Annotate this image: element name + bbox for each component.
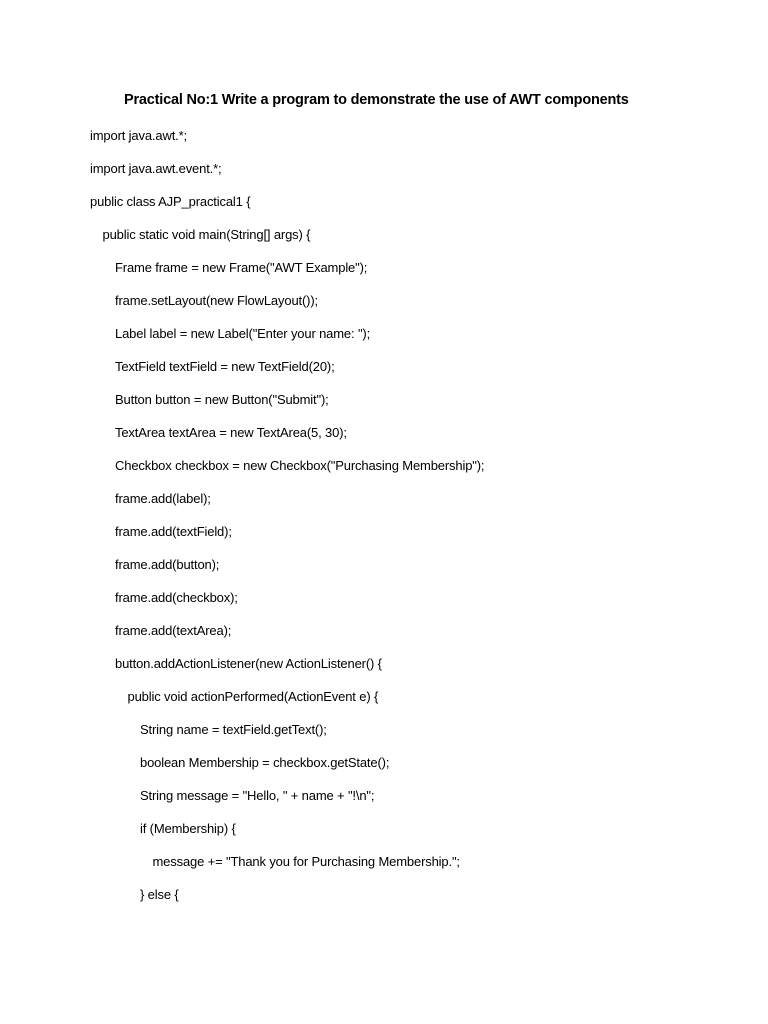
code-line: frame.add(label); bbox=[115, 491, 211, 506]
code-line: public void actionPerformed(ActionEvent e) { bbox=[127, 689, 379, 704]
code-line: Checkbox checkbox = new Checkbox("Purchasing Membership"); bbox=[115, 458, 485, 473]
code-line: import java.awt.*; bbox=[90, 128, 188, 143]
code-line: Label label = new Label("Enter your name: "); bbox=[115, 326, 371, 341]
code-line: String message = "Hello, " + name + "!\n"; bbox=[140, 788, 375, 803]
code-line: public static void main(String[] args) { bbox=[102, 227, 311, 242]
code-line: import java.awt.event.*; bbox=[90, 161, 222, 176]
code-line: frame.add(checkbox); bbox=[115, 590, 238, 605]
code-line: frame.setLayout(new FlowLayout()); bbox=[115, 293, 318, 308]
page-title: Practical No:1 Write a program to demonstrate the use of AWT components bbox=[124, 92, 629, 108]
code-line: frame.add(textField); bbox=[115, 524, 232, 539]
code-line: TextField textField = new TextField(20); bbox=[115, 359, 335, 374]
code-line: String name = textField.getText(); bbox=[140, 722, 327, 737]
code-line: Frame frame = new Frame("AWT Example"); bbox=[115, 260, 368, 275]
code-line: message += "Thank you for Purchasing Membership."; bbox=[152, 854, 460, 869]
code-line: boolean Membership = checkbox.getState(); bbox=[140, 755, 390, 770]
code-line: frame.add(button); bbox=[115, 557, 220, 572]
code-line: } else { bbox=[140, 887, 179, 902]
code-line: button.addActionListener(new ActionListener() { bbox=[115, 656, 382, 671]
code-line: frame.add(textArea); bbox=[115, 623, 232, 638]
code-line: Button button = new Button("Submit"); bbox=[115, 392, 329, 407]
code-line: TextArea textArea = new TextArea(5, 30); bbox=[115, 425, 347, 440]
code-line: if (Membership) { bbox=[140, 821, 236, 836]
code-listing bbox=[90, 126, 484, 918]
code-line: public class AJP_practical1 { bbox=[90, 194, 251, 209]
